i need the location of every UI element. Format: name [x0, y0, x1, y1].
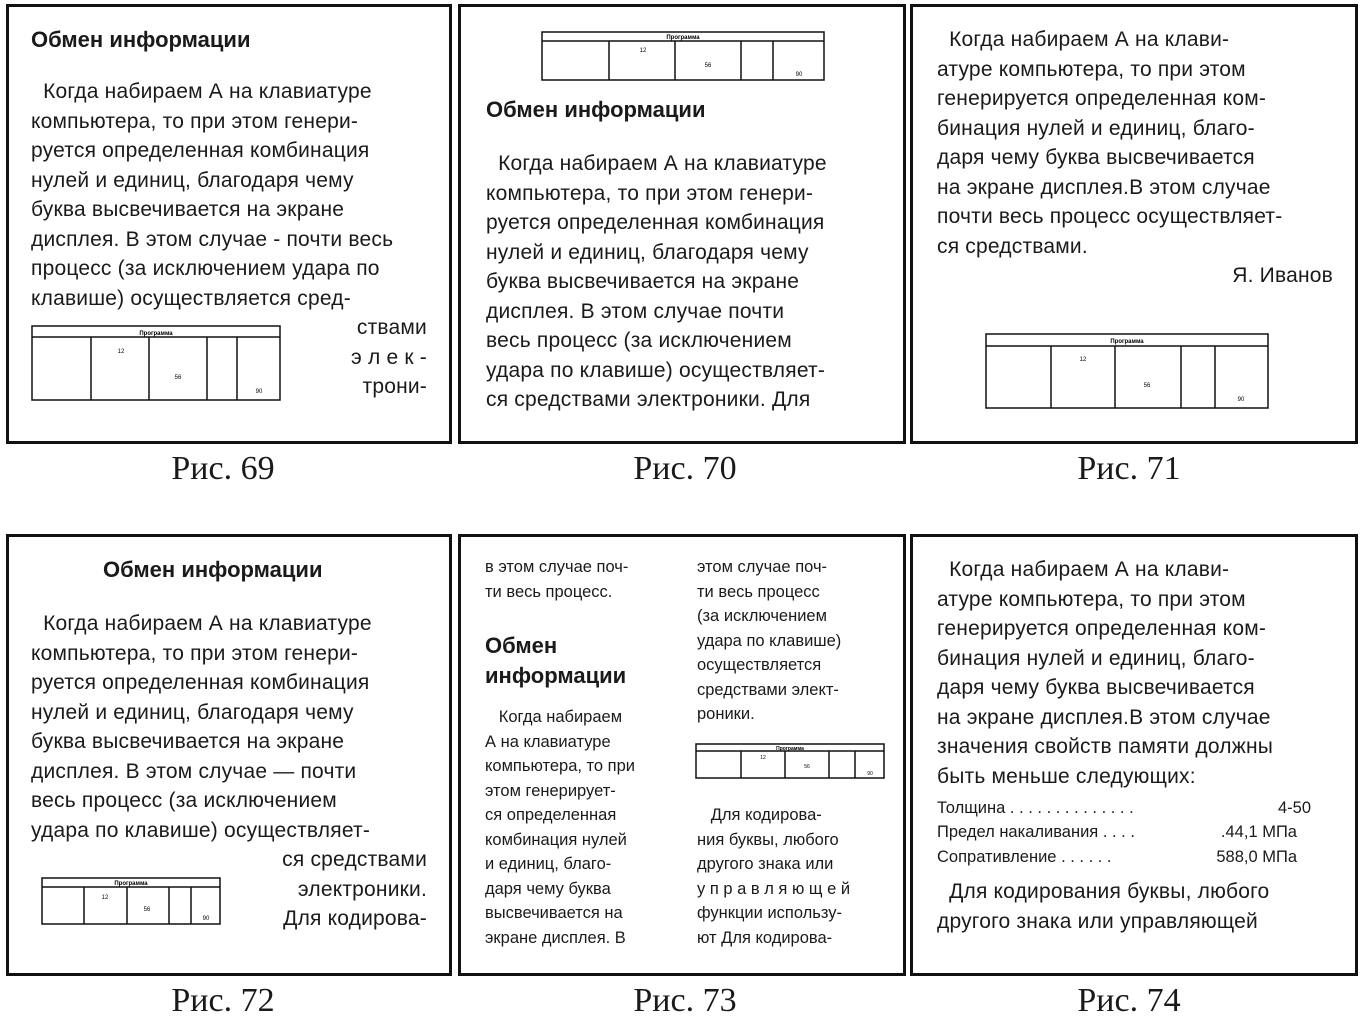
figure-panel-70 [458, 4, 906, 444]
figure-panel-74 [910, 534, 1358, 976]
diagram-value: 12 [101, 895, 109, 901]
property-label: Предел накаливания . . . . [937, 823, 1135, 841]
diagram-value: 90 [1237, 397, 1245, 403]
diagram-title: Программа [776, 746, 804, 752]
property-value: 588,0 МПа [1216, 848, 1297, 866]
panel-end-text: Для кодирования буквы, любого другого знака или управляющей [937, 880, 1270, 933]
figure-caption: Рис. 69 [171, 450, 275, 487]
figure-panel-72 [6, 534, 452, 976]
diagram-value: 56 [174, 375, 182, 381]
author-name: Я. Иванов [1232, 264, 1333, 287]
program-diagram [31, 325, 281, 401]
diagram-value: 12 [639, 48, 647, 54]
panel-body-text: Когда набираем А на клавиатуре компьютера, то при этом генери- руется определенная комбинация нулей и единиц, благодаря чему буква высвечивается на экране дисплея. В этом случае почти весь процесс (за исключением удара по клавише) осуществляет- ся средствами электроники. Для [486, 152, 827, 411]
property-value: 4-50 [1277, 799, 1311, 817]
diagram-value: 90 [202, 916, 210, 922]
program-diagram [41, 877, 221, 925]
figure-caption: Рис. 70 [633, 450, 737, 487]
figure-caption: Рис. 72 [171, 982, 275, 1019]
diagram-value: 12 [1079, 357, 1087, 363]
figure-caption: Рис. 74 [1077, 982, 1181, 1019]
figure-panel-73 [458, 534, 906, 976]
panel-heading: Обмен информации [31, 27, 251, 52]
panel-body-text: Когда набираем А на клавиатуре компьютера, то при этом генери- руется определенная комбинация нулей и единиц, благодаря чему буква высвечивается на экране дисплея. В этом случае — почти весь процесс (за исключением удара по клавише) осуществляет- [31, 612, 372, 842]
diagram-value: 90 [255, 389, 263, 395]
diagram-value: 56 [143, 907, 151, 913]
diagram-title: Программа [114, 881, 148, 887]
panel-side-text: ся средствами электроники. Для кодирова- [282, 848, 427, 930]
diagram-title: Программа [139, 331, 173, 337]
diagram-value: 56 [704, 63, 712, 69]
figure-caption: Рис. 71 [1077, 450, 1181, 487]
panel-heading: Обмен информации [103, 557, 323, 582]
column-2-bottom-text: Для кодирова- ния буквы, любого другого знака или у п р а в л я ю щ е й функции использу- ют Для кодирова- [697, 806, 851, 947]
program-diagram [985, 333, 1269, 409]
figure-panel-71 [910, 4, 1358, 444]
diagram-value: 90 [867, 771, 873, 777]
diagram-value: 56 [804, 764, 810, 770]
panel-body-text: Когда набираем А на клави- атуре компьютера, то при этом генерируется определенная ком- бинация нулей и единиц, благо- даря чему буква высвечивается на экране дисплея.В этом случае значения свойств памяти должны быть меньше следующих: [937, 558, 1274, 788]
figure-panel-69 [6, 4, 452, 444]
diagram-title: Программа [666, 35, 700, 41]
column-2-top-text: этом случае поч- ти весь процесс (за исключением удара по клавише) осуществляется средствами элект- роники. [697, 558, 842, 723]
figure-caption: Рис. 73 [633, 982, 737, 1019]
column-1-top-text: в этом случае поч- ти весь процесс. [485, 558, 629, 601]
panel-heading: Обмен информации [486, 97, 706, 122]
diagram-value: 56 [1143, 383, 1151, 389]
panel-body-text: Когда набираем А на клави- атуре компьютера, то при этом генерируется определенная ком- бинация нулей и единиц, благо- даря чему буква высвечивается на экране дисплея.В этом случае почти весь процесс осуществляет- ся средствами. [937, 28, 1283, 258]
program-diagram [541, 31, 825, 81]
program-diagram [695, 743, 885, 779]
column-1-body-text: Когда набираем А на клавиатуре компьютера, то при этом генерирует- ся определенная комбинация нулей и единиц, благо- даря чему буква высвечивается на экране дисплея. В [485, 708, 635, 947]
panel-body-text: Когда набираем А на клавиатуре компьютера, то при этом генери- руется определенная комбинация нулей и единиц, благодаря чему буква высвечивается на экране дисплея. В этом случае - почти весь процесс (за исключением удара по клавише) осуществляется сред- [31, 80, 394, 310]
property-value: .44,1 МПа [1220, 823, 1297, 841]
diagram-value: 90 [795, 72, 803, 78]
diagram-value: 12 [760, 755, 766, 761]
panel-side-text: ствами э л е к - трони- [351, 316, 427, 398]
panel-heading: Обмен информации [485, 633, 627, 688]
diagram-title: Программа [1110, 339, 1144, 345]
property-label: Сопративление . . . . . . [937, 848, 1112, 866]
property-label: Толщина . . . . . . . . . . . . . . [937, 799, 1134, 817]
diagram-value: 12 [117, 349, 125, 355]
